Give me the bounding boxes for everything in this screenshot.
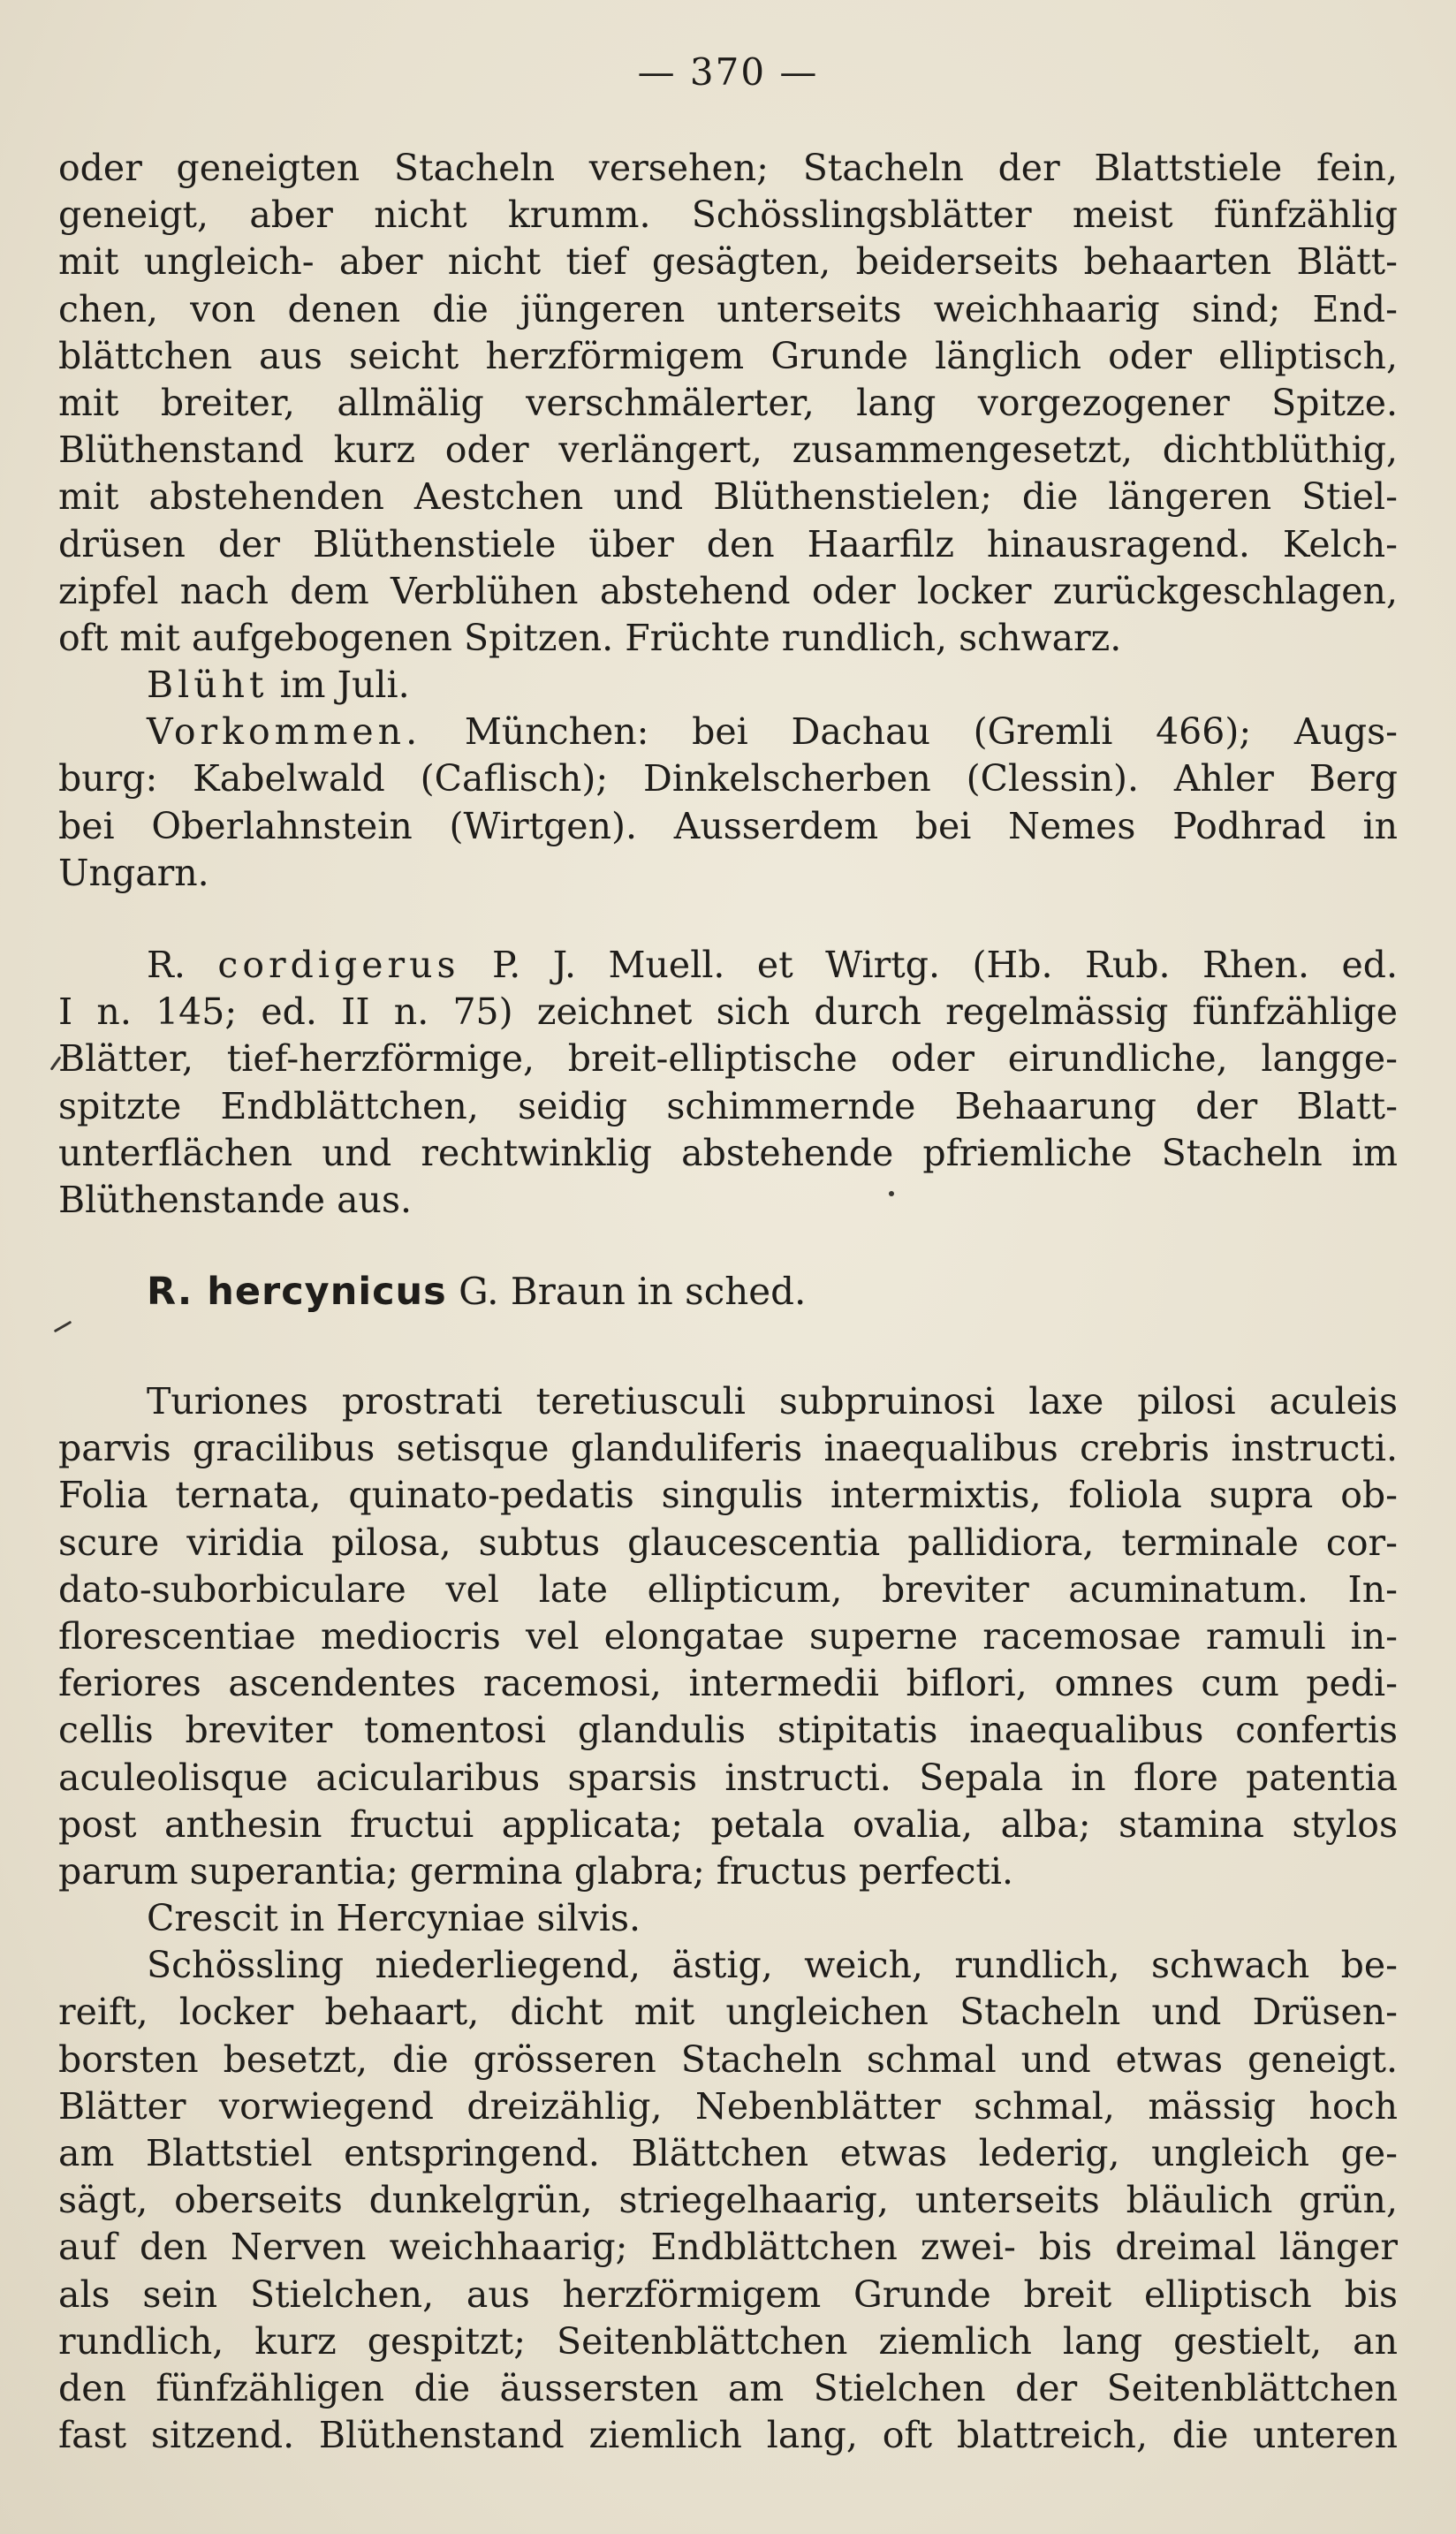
text-line: chen, von denen die jüngeren unterseits weichhaarig sind; End- xyxy=(58,287,1398,330)
text-line: Ungarn. xyxy=(58,851,209,894)
occurrence-line xyxy=(58,709,1398,755)
text-line: Schössling niederliegend, ästig, weich, rundlich, schwach be- xyxy=(147,1944,1398,1987)
description-paragraph xyxy=(58,145,1398,897)
text-line: reift, locker behaart, dicht mit ungleichen Stacheln und Drüsen- xyxy=(58,1991,1398,2034)
text-line: dato-suborbiculare vel late ellipticum, breviter acuminatum. In- xyxy=(58,1567,1398,1611)
cordigerus-paragraph xyxy=(58,942,1398,1224)
flowering-line xyxy=(58,662,1398,709)
text-line: mit abstehenden Aestchen und Blüthenstielen; die längeren Stiel- xyxy=(58,475,1398,519)
flowering-text: im Juli. xyxy=(268,664,410,707)
text-line: I n. 145; ed. II n. 75) zeichnet sich durch regelmässig fünfzählige xyxy=(58,990,1398,1034)
text-line: oder geneigten Stacheln versehen; Stacheln der Blattstiele fein, xyxy=(58,147,1398,189)
species-author: P. J. Muell. et Wirtg. (Hb. Rub. Rhen. ed. xyxy=(459,944,1398,986)
text-line: post anthesin fructui applicata; petala ovalia, alba; stamina stylos xyxy=(58,1802,1398,1846)
text-line xyxy=(58,942,1398,989)
taxon-name: R. hercynicus xyxy=(147,1270,447,1314)
text-line: parvis gracilibus setisque glanduliferis inaequalibus crebris instructi. xyxy=(58,1427,1398,1470)
text-line: Blätter vorwiegend dreizählig, Nebenblätter schmal, mässig hoch xyxy=(58,2084,1398,2128)
species-name: cordigerus xyxy=(217,944,460,986)
page-number: — 370 — xyxy=(637,50,819,94)
text-line: den fünfzähligen die äussersten am Stielchen der Seitenblättchen xyxy=(58,2366,1398,2409)
text-line: drüsen der Blüthenstiele über den Haarfilz hinausragend. Kelch- xyxy=(58,522,1398,565)
text-line: burg: Kabelwald (Caflisch); Dinkelscherben (Clessin). Ahler Berg xyxy=(58,757,1398,800)
text-line: geneigt, aber nicht krumm. Schösslingsblätter meist fünfzählig xyxy=(58,193,1398,237)
text-line: bei Oberlahnstein (Wirtgen). Ausserdem bei Nemes Podhrad in xyxy=(58,804,1398,847)
occurrence-label: Vorkommen. xyxy=(147,710,422,754)
text-line: parum superantia; germina glabra; fructus perfecti. xyxy=(58,1849,1014,1893)
text-line: unterflächen und rechtwinklig abstehende pfriemliche Stacheln im xyxy=(58,1131,1398,1174)
text-line: am Blattstiel entspringend. Blättchen etwas lederig, ungleich ge- xyxy=(58,2132,1398,2174)
text-line: Blätter, tief-herzförmige, breit-elliptische oder eirundliche, langge- xyxy=(58,1037,1398,1081)
text-line: fast sitzend. Blüthenstand ziemlich lang, oft blattreich, die unteren xyxy=(58,2414,1398,2457)
latin-diagnosis xyxy=(58,1378,1398,2459)
margin-pencil-mark xyxy=(54,1321,72,1333)
habitat-line: Crescit in Hercyniae silvis. xyxy=(147,1897,641,1940)
text-line: auf den Nerven weichhaarig; Endblättchen zwei- bis dreimal länger xyxy=(58,2226,1398,2269)
genus-abbrev: R. xyxy=(147,944,218,986)
text-line: Turiones prostrati teretiusculi subpruinosi laxe pilosi aculeis xyxy=(147,1380,1398,1423)
text-line: Blüthenstand kurz oder verlängert, zusammengesetzt, dichtblüthig, xyxy=(58,429,1398,472)
species-heading xyxy=(58,1265,1398,1318)
text-line: mit ungleich- aber nicht tief gesägten, beiderseits behaarten Blätt- xyxy=(58,240,1398,284)
text-line: borsten besetzt, die grösseren Stacheln schmal und etwas geneigt. xyxy=(58,2037,1398,2081)
text-line: aculeolisque acicularibus sparsis instructi. Sepala in flore patentia xyxy=(58,1756,1398,1799)
text-line: scure viridia pilosa, subtus glaucescentia pallidiora, terminale cor- xyxy=(58,1521,1398,1564)
text-line: sägt, oberseits dunkelgrün, striegelhaarig, unterseits bläulich grün, xyxy=(58,2179,1398,2222)
occurrence-text: München: bei Dachau (Gremli 466); Augs- xyxy=(421,710,1398,754)
ink-speck xyxy=(889,1191,894,1196)
text-line: feriores ascendentes racemosi, intermedii biflori, omnes cum pedi- xyxy=(58,1662,1398,1705)
text-line: als sein Stielchen, aus herzförmigem Grunde breit elliptisch bis xyxy=(58,2272,1398,2316)
text-line: Blüthenstande aus. xyxy=(58,1178,413,1221)
text-line: zipfel nach dem Verblühen abstehend oder locker zurückgeschlagen, xyxy=(58,569,1398,612)
flowering-label: Blüht xyxy=(147,664,269,707)
text-line: mit breiter, allmälig verschmälerter, lang vorgezogener Spitze. xyxy=(58,381,1398,424)
taxon-author: G. Braun in sched. xyxy=(446,1270,807,1313)
text-line: florescentiae mediocris vel elongatae superne racemosae ramuli in- xyxy=(58,1614,1398,1658)
text-line: blättchen aus seicht herzförmigem Grunde länglich oder elliptisch, xyxy=(58,334,1398,377)
text-line: spitzte Endblättchen, seidig schimmernde Behaarung der Blatt- xyxy=(58,1084,1398,1127)
text-line: rundlich, kurz gespitzt; Seitenblättchen ziemlich lang gestielt, an xyxy=(58,2319,1398,2363)
text-line: Folia ternata, quinato-pedatis singulis intermixtis, foliola supra ob- xyxy=(58,1474,1398,1517)
text-line: oft mit aufgebogenen Spitzen. Früchte rundlich, schwarz. xyxy=(58,616,1122,659)
text-line: cellis breviter tomentosi glandulis stipitatis inaequalibus confertis xyxy=(58,1709,1398,1752)
